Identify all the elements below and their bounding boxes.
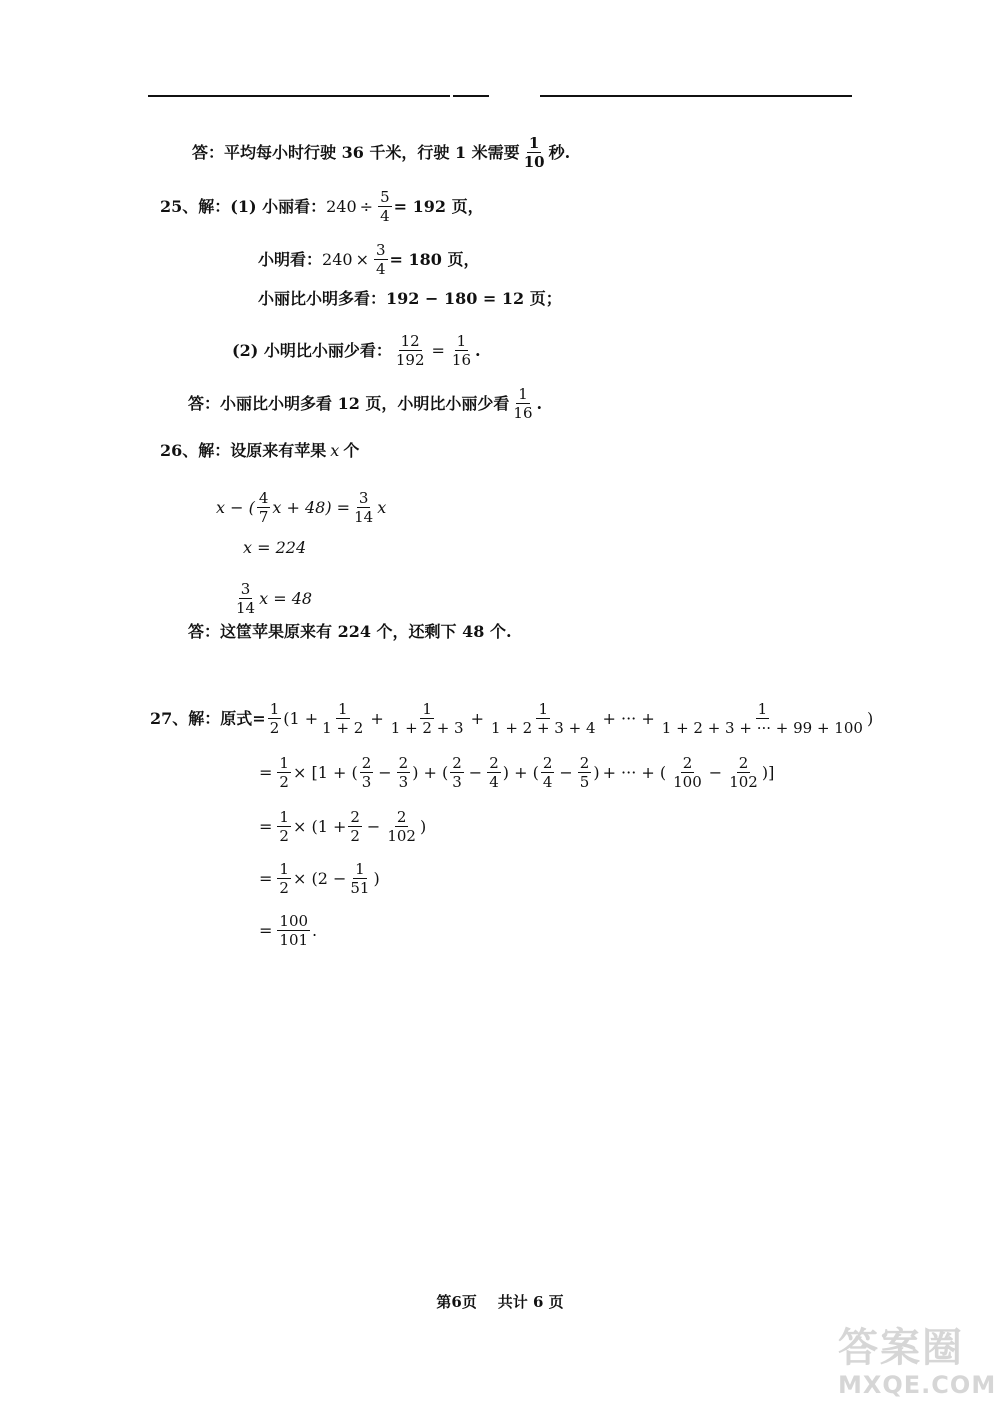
frac-den: 4 xyxy=(380,207,390,225)
frac-num: 1 xyxy=(279,808,289,826)
q27-r2-t2a xyxy=(450,754,464,791)
frac-num: 5 xyxy=(380,188,390,206)
q27-r3-open: × (1 + xyxy=(292,816,347,836)
header-rule-left xyxy=(148,95,450,97)
frac-den: 51 xyxy=(350,879,370,897)
q25-l2-fraction xyxy=(374,241,388,278)
frac-den: 16 xyxy=(513,404,533,422)
frac-den: 4 xyxy=(542,773,553,791)
frac-den: 2 xyxy=(279,879,289,897)
frac-den: 2 xyxy=(279,773,289,791)
q27-r2-half xyxy=(277,754,291,791)
q27-r1-dots: + ··· + xyxy=(602,708,655,728)
frac-num: 4 xyxy=(258,489,269,507)
frac-num: 1 xyxy=(279,860,289,878)
header-rule-mid xyxy=(453,95,489,97)
frac-den: 14 xyxy=(354,508,374,526)
q25-answer xyxy=(188,385,542,422)
answer-24-fraction xyxy=(522,134,547,171)
page-footer: 第6页 共计 6 页 xyxy=(436,1293,564,1311)
q27-r2-close: )] xyxy=(761,762,775,782)
frac-num: 3 xyxy=(240,580,251,598)
q27-r2-t1b xyxy=(397,754,411,791)
frac-num: 2 xyxy=(682,754,693,772)
frac-num: 3 xyxy=(375,241,386,259)
frac-num: 1 xyxy=(757,700,768,718)
frac-num: 1 xyxy=(456,332,467,350)
frac-den: 14 xyxy=(236,599,256,617)
frac-num: 2 xyxy=(489,754,499,772)
q26-eq1-b: x + 48) = xyxy=(272,497,351,517)
frac-den: 101 xyxy=(279,931,309,949)
q27-r3-close: ) xyxy=(419,816,427,836)
q27-r2-t2b xyxy=(487,754,501,791)
frac-den: 10 xyxy=(523,153,545,171)
q27-r1-open: (1 + xyxy=(283,708,319,728)
q27-r2-tla xyxy=(671,754,704,791)
q27-r5-end: . xyxy=(312,920,318,940)
q27-r1-term-1 xyxy=(320,700,365,737)
frac-num: 12 xyxy=(400,332,420,350)
q27-r2-eq: = xyxy=(259,762,273,782)
frac-den: 100 xyxy=(673,773,702,791)
q27-r3-minus: − xyxy=(366,816,381,836)
frac-den: 1 + 2 + 3 + ··· + 99 + 100 xyxy=(661,719,863,737)
frac-den: 3 xyxy=(398,773,409,791)
frac-den: 102 xyxy=(729,773,758,791)
q25-l2-op: × xyxy=(355,249,369,269)
q26-eq3 xyxy=(232,580,312,617)
watermark-en: MXQE.COM xyxy=(838,1371,997,1399)
frac-den: 102 xyxy=(387,827,416,845)
q25-line-1 xyxy=(160,188,484,225)
answer-24-text: 答：平均每小时行驶 36 千米，行驶 1 米需要 xyxy=(192,142,520,162)
q26-label-line xyxy=(160,440,359,462)
q27-r4-fb xyxy=(348,860,371,897)
q27-label: 27、解：原式= xyxy=(150,708,266,728)
answer-24-suffix: 秒. xyxy=(548,142,571,162)
q26-eq1-a: x − ( xyxy=(216,497,255,517)
q26-eq2-text: x = 224 xyxy=(243,538,307,557)
q25-l4-fraction-2 xyxy=(450,332,473,369)
frac-den: 7 xyxy=(258,508,269,526)
frac-num: 1 xyxy=(528,134,540,152)
frac-den: 4 xyxy=(489,773,499,791)
q26-eq1-fraction-1 xyxy=(257,489,271,526)
frac-den: 2 xyxy=(279,827,289,845)
frac-den: 1 + 2 + 3 xyxy=(390,719,464,737)
frac-den: 2 xyxy=(350,827,360,845)
q27-r4-open: × (2 − xyxy=(292,868,347,888)
q27-row-1: 27、解：原式= $\frac{1}{2}$ (1 + $\frac{1}{1 + 2}$ + $\frac{1}{1 + 2 + 3}$ + $\frac{1}{1 + 2 + 3 + 4}$ + ··· + $\frac{1}{1 + 2 + 3 + \cdot\cdot\cdot + 99 + 100}$ ) xyxy=(150,700,874,737)
frac-num: 2 xyxy=(579,754,590,772)
q26-answer xyxy=(188,621,512,643)
q27-r3-fa xyxy=(348,808,362,845)
q27-r1-term-2 xyxy=(389,700,466,737)
frac-num: 100 xyxy=(279,912,309,930)
frac-den: 5 xyxy=(579,773,590,791)
q27-r5-fraction xyxy=(277,912,310,949)
q26-var: x xyxy=(330,441,340,460)
q27-r4-eq: = xyxy=(259,868,273,888)
q27-r2-t1a xyxy=(360,754,374,791)
q25-answer-fraction xyxy=(511,385,534,422)
frac-den: 4 xyxy=(375,260,386,278)
frac-num: 1 xyxy=(355,860,365,878)
q27-r2-dots: + ··· + ( xyxy=(602,762,667,782)
q27-row-3 xyxy=(256,808,426,845)
answer-24 xyxy=(192,134,570,171)
frac-num: 2 xyxy=(398,754,409,772)
q25-l3-text: 小丽比小明多看：192 − 180 = 12 页； xyxy=(258,289,562,308)
q27-r1-term-last xyxy=(660,700,865,737)
q25-answer-text: 答：小丽比小明多看 12 页，小明比小丽少看 xyxy=(188,393,510,413)
frac-num: 1 xyxy=(269,700,280,718)
q25-l2-a: 240 xyxy=(322,249,353,269)
q25-l4-label: (2) 小明比小丽少看： xyxy=(232,340,392,360)
q27-r2-open: × [1 + ( xyxy=(292,762,358,782)
q25-l2-label: 小明看： xyxy=(258,249,323,269)
q27-r2-tlb xyxy=(727,754,760,791)
q26-eq1-fraction-2 xyxy=(352,489,375,526)
frac-den: 16 xyxy=(451,351,471,369)
q26-eq3-fraction xyxy=(234,580,257,617)
q25-answer-end: . xyxy=(536,393,543,413)
frac-num: 3 xyxy=(358,489,369,507)
q25-l1-result: = 192 页， xyxy=(393,196,484,216)
frac-num: 1 xyxy=(422,700,432,718)
q27-row-4 xyxy=(256,860,380,897)
q27-r4-half xyxy=(277,860,291,897)
q27-row-2: = $\frac{1}{2}$ × [1 + ( $\frac{2}{3}$ − $\frac{2}{3}$ ) + ( $\frac{2}{3}$ − $\frac{2}{4}$ ) + ( $\frac{2}{4}$ − $\frac{2}{5}$ ) + ··· + ( $\frac{2}{100}$ − $\frac{2}{102}$ )] xyxy=(259,754,775,791)
q27-r4-close: ) xyxy=(373,868,380,888)
q26-eq1 xyxy=(216,489,386,526)
q25-l4-end: . xyxy=(475,340,481,360)
q25-l4-eq: = xyxy=(431,340,445,360)
q27-r1-close: ) xyxy=(866,708,874,728)
header-rule-right xyxy=(540,95,852,97)
q27-r3-eq: = xyxy=(259,816,273,836)
q27-r5-eq: = xyxy=(259,920,273,940)
frac-den: 192 xyxy=(395,351,425,369)
q27-r2-t3b xyxy=(578,754,592,791)
q27-r3-half xyxy=(277,808,291,845)
frac-den: 2 xyxy=(269,719,280,737)
frac-num: 2 xyxy=(452,754,462,772)
frac-den: 1 + 2 xyxy=(322,719,364,737)
q25-l4-fraction-1 xyxy=(394,332,427,369)
q25-line-3 xyxy=(258,288,562,310)
frac-den: 1 + 2 + 3 + 4 xyxy=(491,719,596,737)
watermark xyxy=(838,1325,997,1407)
frac-num: 1 xyxy=(538,700,549,718)
q25-label: 25、解：(1) 小丽看： xyxy=(160,196,327,216)
q27-r2-t3a xyxy=(541,754,555,791)
q26-eq3-text: x = 48 xyxy=(259,588,313,608)
frac-num: 2 xyxy=(361,754,372,772)
q25-l2-result: = 180 页， xyxy=(389,249,480,269)
frac-num: 2 xyxy=(396,808,407,826)
frac-num: 2 xyxy=(738,754,749,772)
q27-r1-term-3 xyxy=(489,700,598,737)
frac-num: 2 xyxy=(542,754,553,772)
q25-l1-fraction xyxy=(378,188,392,225)
q26-unit: 个 xyxy=(343,441,360,460)
q25-l1-op: ÷ xyxy=(359,196,374,216)
frac-num: 1 xyxy=(279,754,289,772)
q26-eq1-c: x xyxy=(377,497,387,517)
q25-l1-a: 240 xyxy=(326,196,357,216)
frac-num: 1 xyxy=(337,700,348,718)
frac-num: 1 xyxy=(518,385,528,403)
q27-r1-half xyxy=(268,700,282,737)
q26-answer-text: 答：这筐苹果原来有 224 个，还剩下 48 个. xyxy=(188,622,512,641)
q27-r3-fb xyxy=(385,808,418,845)
frac-den: 3 xyxy=(452,773,462,791)
q26-eq2 xyxy=(243,537,306,559)
frac-den: 3 xyxy=(361,773,372,791)
q27-row-5 xyxy=(256,912,317,949)
watermark-cn: 答案圈 xyxy=(838,1325,964,1371)
q25-line-4 xyxy=(232,332,481,369)
q25-line-2 xyxy=(258,241,479,278)
frac-num: 2 xyxy=(350,808,360,826)
q26-label: 26、解：设原来有苹果 xyxy=(160,441,327,460)
